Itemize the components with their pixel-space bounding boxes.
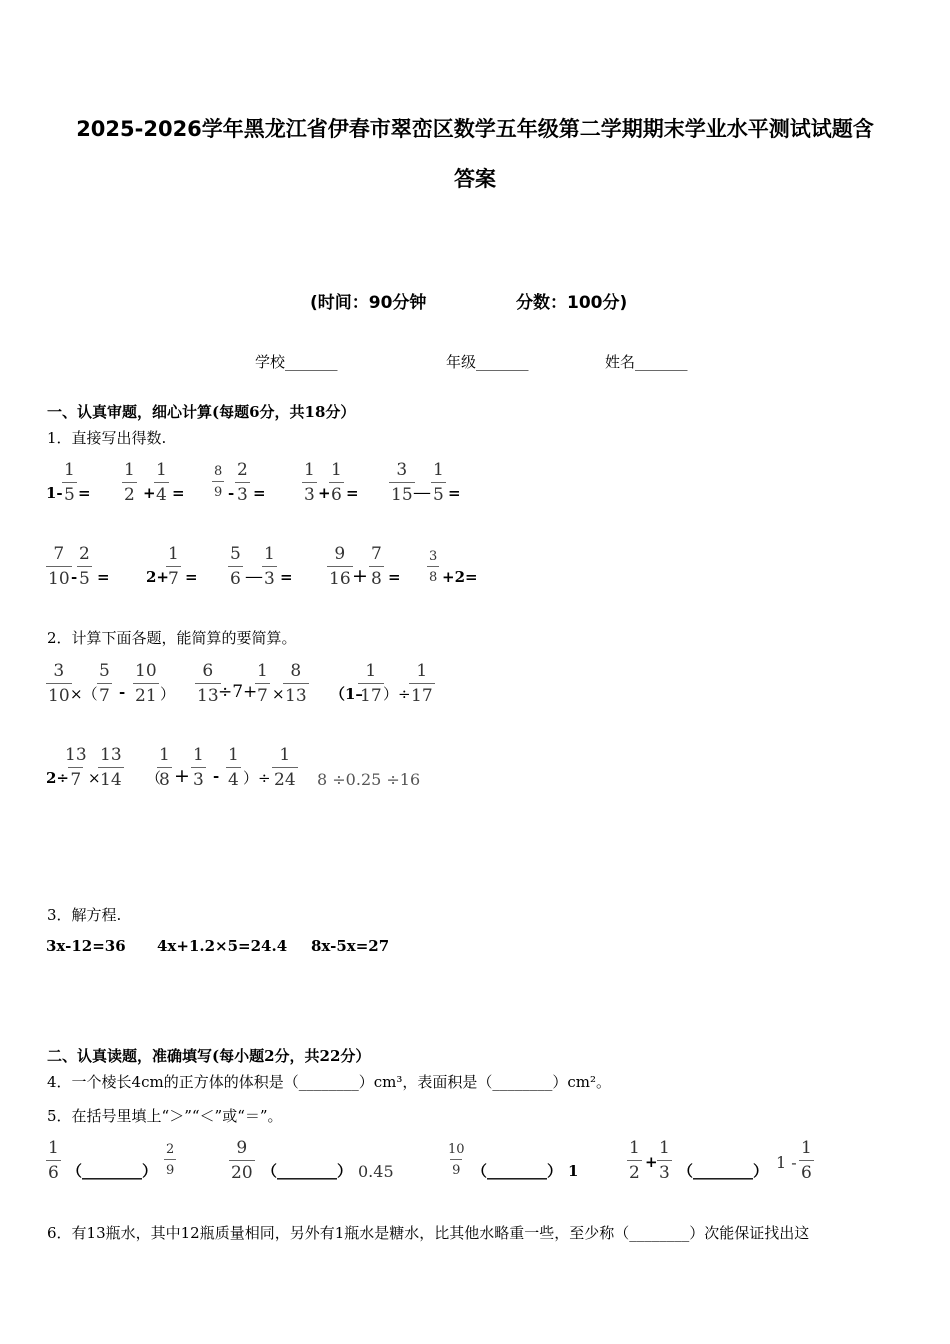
operator: + (645, 1153, 658, 1171)
fraction: $\frac{2}{9}$ (166, 1142, 175, 1178)
fraction: $\frac{7}{8}$ (371, 544, 382, 589)
fraction: $\frac{1}{24}$ (274, 745, 296, 790)
expression: 8 ÷0.25 ÷16 (317, 770, 421, 789)
q3-prompt: 3．解方程. (47, 906, 122, 924)
answer-blank[interactable]: （________） (472, 1162, 563, 1180)
school-field: 学校_______ (255, 353, 338, 371)
operator: ） (160, 685, 176, 703)
fraction: $\frac{3}{10}$ (48, 661, 70, 706)
fraction: $\frac{3}{8}$ (429, 549, 438, 585)
operator: （ (146, 769, 162, 787)
page-title-line1: 2025-2026学年黑龙江省伊春市翠峦区数学五年级第二学期期末学业水平测试试题含 (76, 117, 874, 141)
fraction: $\frac{1}{5}$ (64, 460, 75, 505)
fraction: $\frac{8}{9}$ (214, 464, 223, 500)
answer-blank[interactable]: （________） (67, 1162, 158, 1180)
fraction: $\frac{1}{4}$ (228, 745, 239, 790)
equals-sign: = (448, 484, 461, 502)
q4: 4．一个棱长4cm的正方体的体积是（________）cm³，表面积是（________）cm²。 (47, 1073, 611, 1091)
fraction: $\frac{1}{17}$ (411, 661, 433, 706)
exam-score: 分数：100分) (516, 293, 628, 313)
equals-sign: = (388, 568, 401, 586)
operator: + (352, 565, 368, 587)
operator: - (213, 767, 220, 785)
answer-blank[interactable]: （________） (678, 1162, 769, 1180)
operator: + (318, 484, 331, 502)
fraction: $\frac{2}{3}$ (237, 460, 248, 505)
q1-r1-pre: 1- (46, 484, 63, 502)
fraction: $\frac{1}{5}$ (433, 460, 444, 505)
fraction: $\frac{5}{6}$ (230, 544, 241, 589)
fraction: $\frac{1}{6}$ (331, 460, 342, 505)
fraction: $\frac{1}{6}$ (48, 1138, 59, 1183)
operator: 2+ (146, 568, 170, 586)
operator: （1– (330, 685, 363, 703)
fraction: $\frac{8}{13}$ (285, 661, 307, 706)
equals-sign: = (172, 484, 185, 502)
fraction: $\frac{1}{8}$ (159, 745, 170, 790)
operator: × (272, 685, 285, 703)
section1-heading: 一、认真审题，细心计算(每题6分，共18分） (47, 403, 356, 421)
equals-sign: = (185, 568, 198, 586)
q2-prompt: 2．计算下面各题，能简算的要简算。 (47, 629, 297, 647)
operator: 1 - (776, 1153, 797, 1172)
fraction: $\frac{1}{2}$ (629, 1138, 640, 1183)
operator: +2= (442, 568, 478, 586)
equation: 4x+1.2×5=24.4 (157, 937, 288, 955)
value: 0.45 (358, 1162, 394, 1181)
fraction: $\frac{6}{13}$ (197, 661, 219, 706)
answer-blank[interactable]: （________） (262, 1162, 353, 1180)
operator: - (119, 683, 126, 701)
q1-prompt: 1．直接写出得数. (47, 429, 167, 447)
section2-heading: 二、认真读题，准确填写(每小题2分，共22分） (47, 1047, 371, 1065)
fraction: $\frac{7}{10}$ (48, 544, 70, 589)
operator: - (71, 568, 78, 586)
operator: — (413, 482, 431, 503)
operator: ÷7+ (218, 682, 258, 702)
fraction: $\frac{9}{20}$ (231, 1138, 253, 1183)
fraction: $\frac{10}{21}$ (135, 661, 157, 706)
fraction: $\frac{1}{3}$ (304, 460, 315, 505)
operator: — (245, 566, 263, 587)
fraction: $\frac{2}{5}$ (79, 544, 90, 589)
equation: 8x-5x=27 (311, 937, 390, 955)
fraction: $\frac{1}{7}$ (257, 661, 268, 706)
fraction: $\frac{13}{14}$ (100, 745, 122, 790)
operator: + (174, 765, 190, 787)
operator: + (143, 484, 156, 502)
equals-sign: = (253, 484, 266, 502)
fraction: $\frac{1}{4}$ (156, 460, 167, 505)
q6: 6．有13瓶水，其中12瓶质量相同，另外有1瓶水是糖水，比其他水略重一些，至少称（________）次能保证找出这 (47, 1224, 810, 1242)
value: 1 (568, 1162, 579, 1180)
operator: × (88, 769, 101, 787)
fraction: $\frac{1}{7}$ (168, 544, 179, 589)
name-field: 姓名_______ (605, 353, 688, 371)
fraction: $\frac{1}{2}$ (124, 460, 135, 505)
equals-sign: = (97, 568, 110, 586)
fraction: $\frac{5}{7}$ (99, 661, 110, 706)
grade-field: 年级_______ (446, 353, 529, 371)
fraction: $\frac{13}{7}$ (65, 745, 87, 790)
page-title-line2: 答案 (454, 167, 496, 191)
fraction: $\frac{1}{17}$ (360, 661, 382, 706)
operator: ）÷ (383, 685, 411, 703)
operator: ）÷ (243, 769, 271, 787)
operator: - (228, 484, 235, 502)
operator: 2÷ (46, 769, 70, 787)
q5-prompt: 5．在括号里填上“＞”“＜”或“＝”。 (47, 1107, 283, 1125)
equals-sign: = (346, 484, 359, 502)
fraction: $\frac{3}{15}$ (391, 460, 413, 505)
equation: 3x-12=36 (46, 937, 126, 955)
fraction: $\frac{9}{16}$ (329, 544, 351, 589)
equals-sign: = (78, 484, 91, 502)
fraction: $\frac{1}{3}$ (659, 1138, 670, 1183)
exam-time: (时间：90分钟 (310, 293, 427, 313)
fraction: $\frac{1}{3}$ (193, 745, 204, 790)
operator: ×（ (70, 685, 98, 703)
fraction: $\frac{1}{6}$ (801, 1138, 812, 1183)
fraction: $\frac{10}{9}$ (448, 1142, 465, 1178)
equals-sign: = (280, 568, 293, 586)
fraction: $\frac{1}{3}$ (264, 544, 275, 589)
